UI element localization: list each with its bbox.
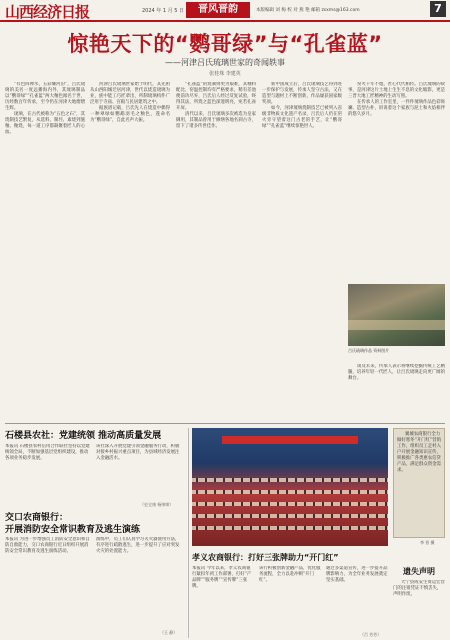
photo-crowd-row (192, 478, 388, 482)
main-byline: 张桂珠 李建英 (209, 71, 241, 77)
story-title-line-2: 开展消防安全常识教育及逃生演练 (5, 525, 141, 535)
article-column-2 (90, 82, 170, 422)
page-number: 7 (430, 1, 446, 17)
story-column: 本报讯 今年以来，孝义农商银行紧扣年初工作部署，打好“产品牌”“服务牌”“宣传牌”三张牌。 (192, 566, 252, 589)
photo-credit: 李 晋 摄 (420, 540, 435, 545)
story-column: 本报讯 石楼县农村信用合作联社坚持以党建统领全局，不断加强基层党组织建设，推动各项业务稳步发展。 (5, 444, 90, 461)
masthead (0, 0, 450, 22)
story-column: 该行积极创新金融产品，优化服务流程，全力以赴冲刺“开门红”。 (259, 566, 321, 583)
article-column-3 (176, 82, 256, 422)
paragraph: 如今，河津琉璃烧制技艺已被列入省级非物质文化遗产名录，吕氏后人仍在窑火旁守望着这门古老的手艺，让“鹦哥绿”“孔雀蓝”继续惊艳世人。 (262, 106, 342, 129)
main-headline: 惊艳天下的“鹦哥绿”与“孔雀蓝” (67, 32, 383, 56)
story-credit: （史全康 杨帅帅） (140, 502, 174, 507)
photo-crowd-row (192, 514, 388, 518)
paragraph: 河津吕氏琉璃世家始于明代，其先祖从山西阳城迁居河津，世代以烧造琉璃为业，族中能工巧匠辈出，所制琉璃构件广泛用于寺庙、宫殿与民居建筑之中。 (90, 82, 170, 105)
section-divider (5, 423, 445, 424)
story-column: 通过多渠道宣传，进一步提升品牌影响力，为全年业务发展奠定坚实基础。 (326, 566, 388, 583)
photo-banner (222, 436, 358, 444)
paragraph: 新中国成立后，吕氏琉璃技艺得到进一步保护与发展，传承人坚守古法，又在造型与题材上不断创新，作品屡获国家级奖项。 (262, 82, 342, 105)
photo-crowd-row (192, 526, 388, 530)
story-title: 孝义农商银行：打好三张牌助力“开门红” (192, 553, 339, 562)
paragraph: “有色回禅水，五彩耀河汾”，吕氏琉璃的美名一度远播海内外，其琉璃制品以“鹦哥绿”“孔雀蓝”两大釉色闻名于世，历经数百年传承，至今仍在河津大地熠熠生辉。 (5, 82, 85, 111)
photo-crowd-row (192, 490, 388, 494)
story-credit: （王 静） (160, 630, 178, 635)
photo-news-box: 翼城农商银行全力做好寒冬“开门红”营销工作，组织员工走村入户开展金融知识宣传，积极推广各类惠农信贷产品，满足群众资金需求。 (393, 428, 445, 538)
newspaper-logo: 山西经济日报 (5, 3, 90, 21)
story-title: 石楼县农社：党建统领 推动高质量发展 (5, 431, 162, 441)
article-column-5-end (348, 364, 445, 422)
section-title: 晋风晋韵 (186, 2, 250, 18)
notice-title: 遗失声明 (403, 567, 435, 576)
story-column: 该社深入开展党建引领金融服务行动，积极对接乡村振兴重点项目，为县域经济发展注入金融活水。 (96, 444, 180, 461)
article-column-1 (5, 82, 85, 422)
paragraph: 谈及未来，传承人表示将继续挖掘传统工艺精髓，培养年轻一代匠人，让吕氏琉璃走向更广阔的舞台。 (348, 364, 445, 381)
paragraph: 在传承人的工作室里，一件件琉璃作品色彩斑斓、造型古朴，诉说着这个家族与泥土和火焰相伴的悠久岁月。 (348, 100, 445, 117)
article-column-5 (348, 82, 445, 282)
photo-detail (348, 320, 445, 330)
article-photo (348, 284, 445, 346)
paragraph: 清代以来，吕氏琉璃多次被选为皇家御用，其制品曾用于修缮各地名刹古寺，留下了诸多传世佳作。 (176, 112, 256, 129)
story-column: 本报讯 为进一步增强员工消防安全意识和自防自救能力，交口农商银行近日组织开展消防安全常识教育及逃生演练活动。 (5, 537, 90, 554)
paragraph: 据族谱记载，吕氏先人在烧造中偶得一种翠绿如鹦鹉羽毛之釉色，遂命名为“鹦哥绿”，自此名声大振。 (90, 106, 170, 123)
main-subtitle: ——河津吕氏琉璃世家的奇闻轶事 (165, 58, 285, 67)
paragraph: “孔雀蓝”的烧制则更为艰难，其釉料配比、窑温控制均有严格要求，稍有差池便前功尽弃，吕氏后人经过反复试验，终得其法，所烧之蓝色深邃明亮，宛若孔雀开屏。 (176, 82, 256, 111)
photo-crowd-row (192, 502, 388, 506)
paragraph: 琉璃，在古代被称为“五色之石”，其烧制技艺繁复，从选料、制坯、素烧到施釉、釉烧，每一道工序都凝聚着匠人的心血。 (5, 112, 85, 135)
editor-credits: 本版编辑 刘 梅 校 对 燕 艳 邮箱 zsxms@163.com (256, 8, 360, 13)
story-title: 交口农商银行： (5, 513, 69, 523)
article-column-4 (262, 82, 342, 422)
paragraph: 窑火千年不熄，匠心代代相传。吕氏琉璃的故事，是河津这片土地上生生不息的文化缩影，更是三晋大地工匠精神的生动写照。 (348, 82, 445, 99)
story-credit: （吕 芳芳） (360, 632, 382, 637)
notice-body: 大宁县成安生资运宏营门的注销凭证不慎丢失，声明作废。 (393, 580, 445, 597)
column-divider (188, 428, 189, 638)
story-column: 演练中，员工们认真学习灭火器使用方法，有序进行疏散逃生，进一步提升了应对突发火灾的处置能力。 (96, 537, 180, 554)
photo-caption: 吕氏琉璃作品 资料图片 (348, 348, 390, 353)
event-photo (192, 428, 388, 546)
issue-date: 2024 年 1 月 5 日 (142, 8, 185, 14)
